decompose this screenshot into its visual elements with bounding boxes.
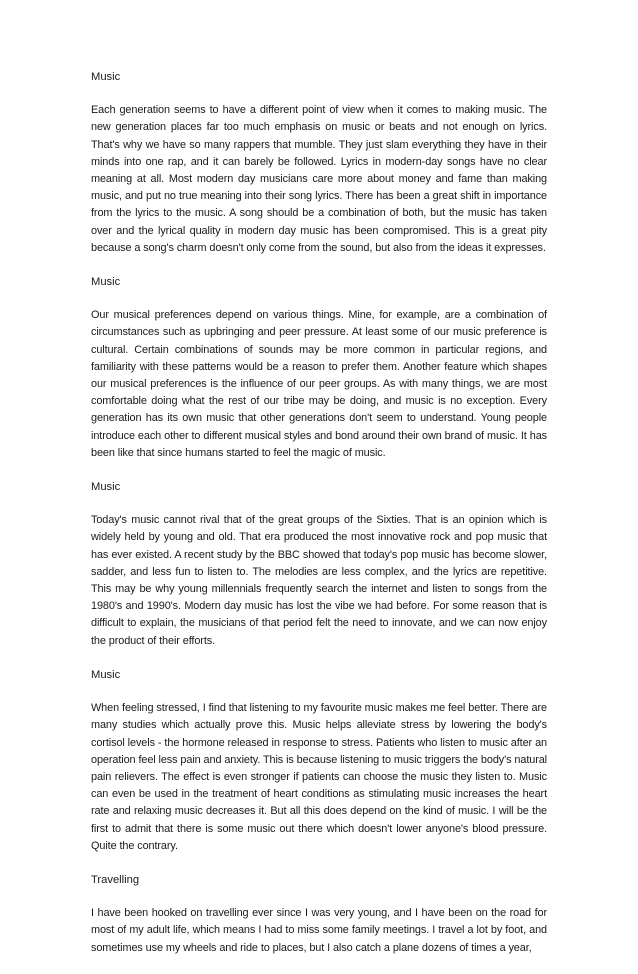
section-heading: Music [91,668,121,681]
section-paragraph: When feeling stressed, I find that listening to my favourite music makes me feel better. There are many studies which actually prove this. Music helps alleviate stress by lowering the body's cortisol levels - the hormone released in response to stress. Patients who listen to music after an operation feel less pain and anxiety. This is because listening to music triggers the body's natural pain relievers. The effect is even stronger if patients can choose the music they listen to. Music can even be used in the treatment of heart conditions as stimulating music increases the heart rate and relaxing music decreases it. But all this does depend on the kind of music. I will be the first to admit that there is some music out there which doesn't lower anyone's blood pressure. Quite the contrary. [91,702,548,852]
section-music-lyrics [91,69,547,257]
section-paragraph: Our musical preferences depend on various things. Mine, for example, are a combination of circumstances such as upbringing and peer pressure. At least some of our music preference is cultural. Certain combinations of sounds may be more common in particular regions, and familiarity with these patterns would be a reason to prefer them. Another feature which shapes our musical preferences is the influence of our peer groups. As with many things, we are most comfortable doing what the rest of our tribe may be doing, and music is no exception. Every generation has its own music that other generations don't seem to understand. Young people introduce each other to different musical styles and bond around their own brand of music. It has been like that since humans started to feel the magic of music. [91,309,547,459]
section-heading: Travelling [91,873,140,886]
section-paragraph: Today's music cannot rival that of the great groups of the Sixties. That is an opinion which is widely held by young and old. That era produced the most innovative rock and pop music that has ever existed. A recent study by the BBC showed that today's pop music has become slower, sadder, and less fun to listen to. The melodies are less complex, and the lyrics are repetitive. This may be why young millennials frequently search the internet and listen to songs from the 1980's and 1990's. Modern day music has lost the vibe we had before. For some reason that is difficult to explain, the musicians of that period felt the need to innovate, and we can now enjoy the product of their efforts. [91,514,547,647]
section-music-stress [91,667,547,855]
section-music-sixties [91,479,547,650]
section-heading: Music [91,276,121,289]
section-paragraph: Each generation seems to have a different point of view when it comes to making music. The new generation places far too much emphasis on music or beats and not enough on lyrics. That's why we have so many rappers that mumble. They just slam everything they have in their minds into one rap, and it can barely be followed. Lyrics in modern-day songs have no clear meaning at all. Most modern day musicians care more about money and fame than making music, and put no true meaning into their song lyrics. There has been a great shift in importance from the lyrics to the music. A song should be a combination of both, but the music has taken over and the lyrical quality in modern day music has been compromised. This is a great pity because a song's charm doesn't only come from the sound, but also from the ideas it expresses. [91,104,547,254]
section-travelling [91,872,547,957]
section-heading: Music [91,71,121,83]
section-music-preferences [91,274,547,462]
section-paragraph: I have been hooked on travelling ever since I was very young, and I have been on the road for most of my adult life, which means I had to miss some family meetings. I travel a lot by foot, and sometimes use my wheels and ride to places, but I also catch a plane dozens of times a year, [91,907,547,954]
section-heading: Music [91,481,121,494]
document-body [91,69,547,974]
